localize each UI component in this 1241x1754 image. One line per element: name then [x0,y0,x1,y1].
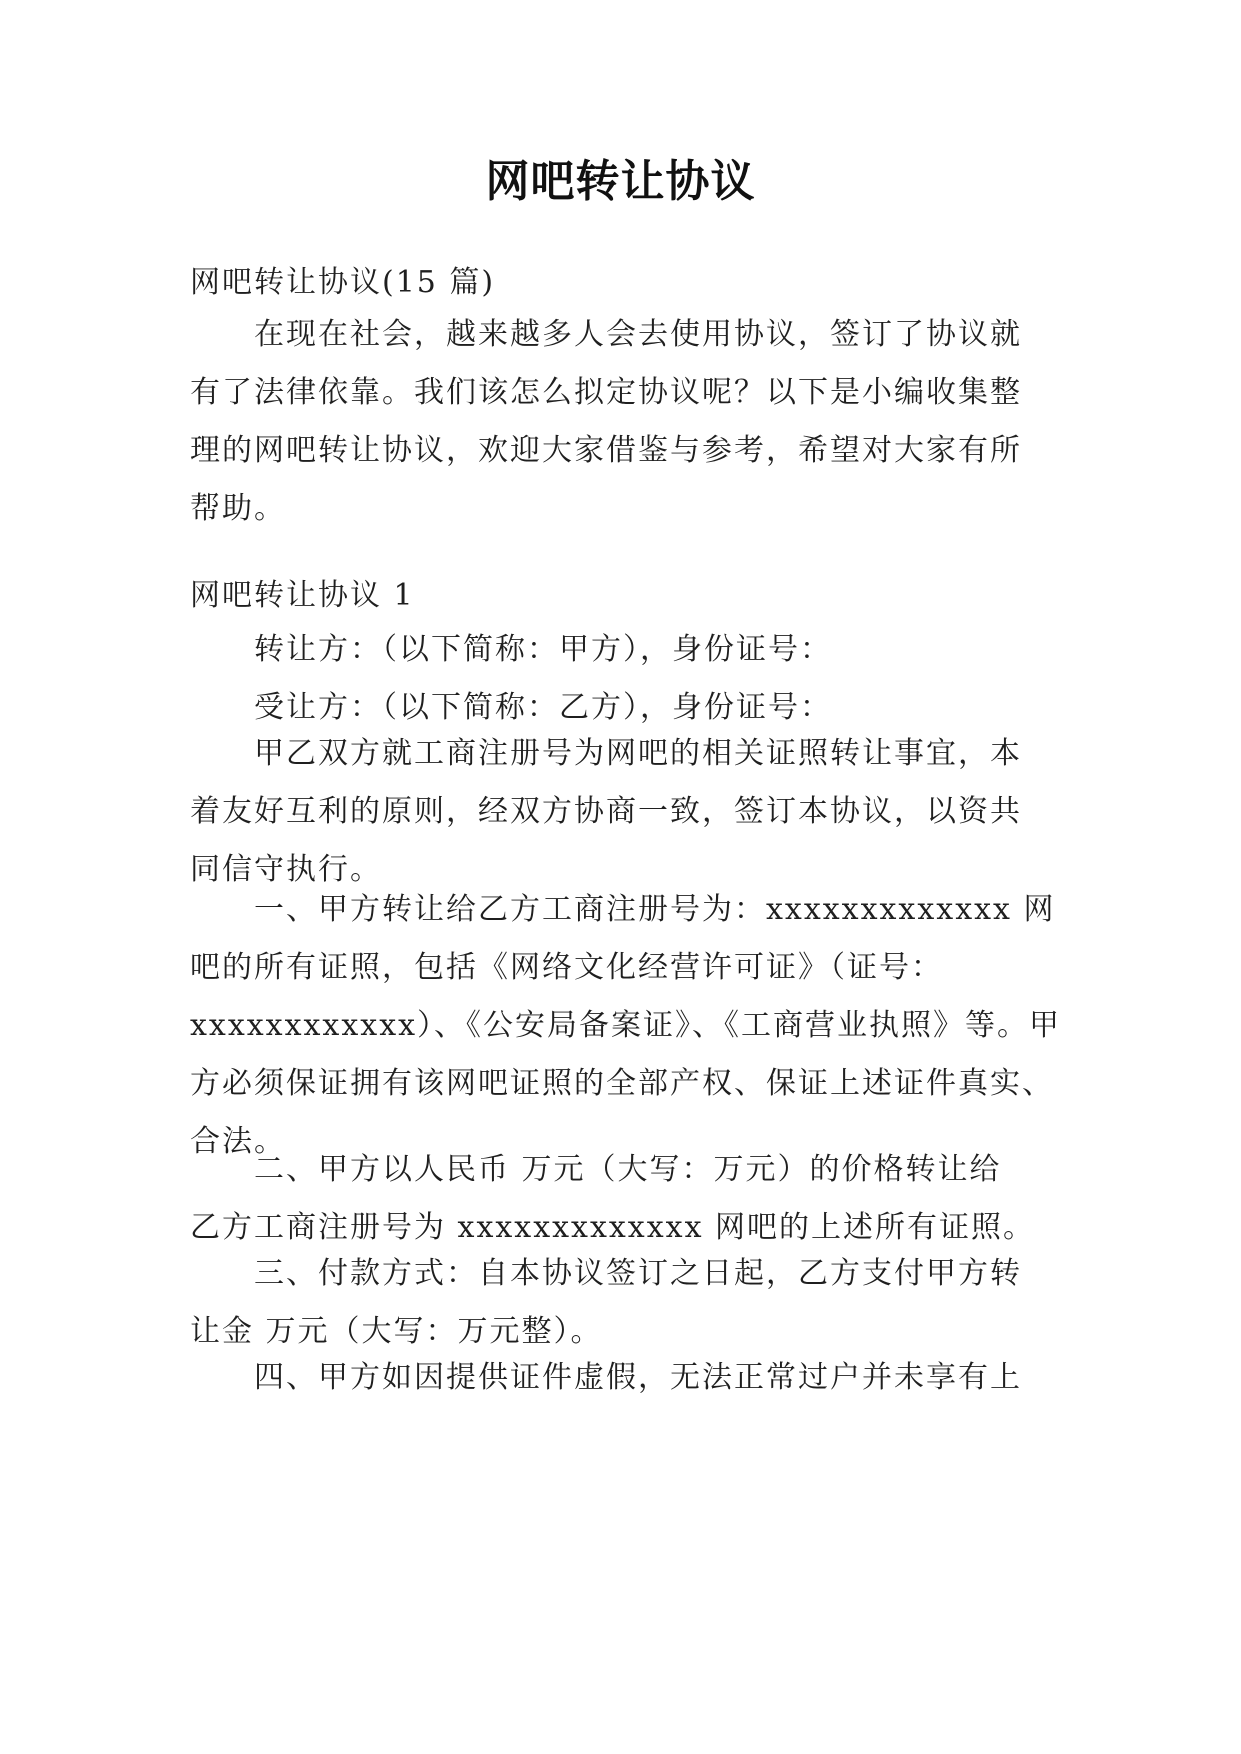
document-subtitle: 网吧转让协议(15 篇) [190,265,496,300]
clause-3-paragraph [190,1245,1052,1361]
document-title: 网吧转让协议 [485,156,756,207]
transferee-line: 受让方：（以下简称：乙方），身份证号： [254,690,832,725]
clause-1-line: xxxxxxxxxxxx）、《公安局备案证》、《工商营业执照》等。甲 [190,1008,1062,1043]
preamble-line: 着友好互利的原则，经双方协商一致，签订本协议，以资共 [190,794,1022,829]
clause-2-paragraph [190,1141,1052,1257]
parties-block [190,621,1052,737]
clause-2-line: 乙方工商注册号为 xxxxxxxxxxxxx 网吧的上述所有证照。 [190,1210,1036,1245]
preamble-line: 甲乙双方就工商注册号为网吧的相关证照转让事宜，本 [254,736,1022,771]
intro-line: 有了法律依靠。我们该怎么拟定协议呢？以下是小编收集整 [190,375,1022,410]
clause-1-line: 吧的所有证照，包括《网络文化经营许可证》（证号： [190,950,943,985]
clause-4-paragraph [190,1349,1052,1407]
clause-2-line: 二、甲方以人民币 万元（大写：万元）的价格转让给 [254,1152,1002,1187]
intro-line: 理的网吧转让协议，欢迎大家借鉴与参考，希望对大家有所 [190,433,1022,468]
intro-line: 在现在社会，越来越多人会去使用协议，签订了协议就 [254,317,1022,352]
clause-1-line: 合法。 [190,1124,286,1159]
preamble-paragraph [190,725,1052,899]
clause-3-line: 三、付款方式：自本协议签订之日起，乙方支付甲方转 [254,1256,1022,1291]
transferor-line: 转让方：（以下简称：甲方），身份证号： [254,632,832,667]
section-heading: 网吧转让协议 1 [190,578,415,613]
clause-1-paragraph [190,881,1062,1171]
preamble-line: 同信守执行。 [190,852,382,887]
intro-paragraph [190,306,1052,538]
clause-4-line: 四、甲方如因提供证件虚假，无法正常过户并未享有上 [254,1360,1022,1395]
clause-1-line: 一、甲方转让给乙方工商注册号为：xxxxxxxxxxxxx 网 [254,892,1056,927]
clause-3-line: 让金 万元（大写：万元整）。 [190,1314,603,1349]
intro-line: 帮助。 [190,491,286,526]
clause-1-line: 方必须保证拥有该网吧证照的全部产权、保证上述证件真实、 [190,1066,1054,1101]
